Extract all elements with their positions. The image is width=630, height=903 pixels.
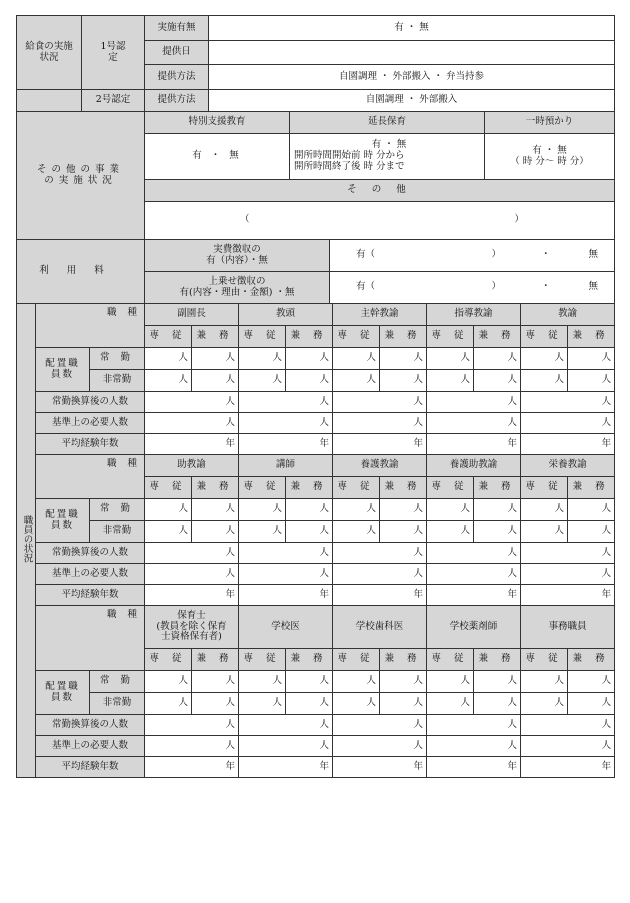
parttime-count[interactable]: 人 <box>192 693 239 715</box>
fulltime-count[interactable]: 人 <box>333 499 380 521</box>
fulltime-count[interactable]: 人 <box>192 499 239 521</box>
parttime-count[interactable]: 人 <box>239 370 286 392</box>
dedicated-header: 専 従 <box>333 649 380 671</box>
job-title: 指導教諭 <box>427 304 521 326</box>
job-title: 主幹教諭 <box>333 304 427 326</box>
required-value[interactable]: 人 <box>239 736 333 757</box>
special-needs-label: 特別支援教育 <box>145 112 290 134</box>
assignment-label: 配置職員数 <box>36 348 90 392</box>
job-title: 事務職員 <box>521 606 615 649</box>
days-label: 提供日 <box>145 41 209 65</box>
parttime-count[interactable]: 人 <box>145 521 192 543</box>
fulltime-count[interactable]: 人 <box>568 499 615 521</box>
fulltime-count[interactable]: 人 <box>474 348 521 370</box>
job-title: 学校薬剤師 <box>427 606 521 649</box>
experience-label: 平均経験年数 <box>36 757 145 778</box>
experience-value[interactable]: 年 <box>521 757 615 778</box>
type2-label: 2号認定 <box>82 90 145 112</box>
fte-value[interactable]: 人 <box>333 715 427 736</box>
experience-value[interactable]: 年 <box>427 434 521 455</box>
fte-value[interactable]: 人 <box>521 392 615 413</box>
required-label: 基準上の必要人数 <box>36 413 145 434</box>
fulltime-count[interactable]: 人 <box>474 499 521 521</box>
concurrent-header: 兼 務 <box>286 326 333 348</box>
parttime-count[interactable]: 人 <box>145 693 192 715</box>
job-title: 養護助教諭 <box>427 455 521 477</box>
others-value[interactable] <box>145 202 615 240</box>
fte-value[interactable]: 人 <box>333 392 427 413</box>
concurrent-header: 兼 務 <box>380 477 427 499</box>
job-title: 助教諭 <box>145 455 239 477</box>
temp-line2: （ 時 分〜 時 分） <box>510 155 589 167</box>
hoikushi-line: (教員を除く保育 <box>156 620 227 632</box>
parttime-count[interactable]: 人 <box>333 370 380 392</box>
fte-value[interactable]: 人 <box>145 543 239 564</box>
required-value[interactable]: 人 <box>239 564 333 585</box>
required-value[interactable]: 人 <box>333 413 427 434</box>
method1-label: 提供方法 <box>145 65 209 90</box>
assignment-label: 配置職員数 <box>36 671 90 715</box>
fulltime-count[interactable]: 人 <box>568 671 615 693</box>
extra-fee-line1: 上乗せ徴収の <box>208 275 266 287</box>
parttime-label: 非常勤 <box>90 521 145 543</box>
fte-value[interactable]: 人 <box>333 543 427 564</box>
fte-label: 常勤換算後の人数 <box>36 392 145 413</box>
dedicated-header: 専 従 <box>521 326 568 348</box>
fees-table <box>16 239 615 304</box>
dedicated-header: 専 従 <box>427 326 474 348</box>
required-value[interactable]: 人 <box>333 736 427 757</box>
concurrent-header: 兼 務 <box>192 477 239 499</box>
fte-label: 常勤換算後の人数 <box>36 543 145 564</box>
fulltime-count[interactable]: 人 <box>568 348 615 370</box>
parttime-count[interactable]: 人 <box>521 521 568 543</box>
ext-line3: 開所時間終了後 時 分まで <box>294 160 405 172</box>
fulltime-count[interactable]: 人 <box>333 671 380 693</box>
experience-value[interactable]: 年 <box>333 434 427 455</box>
form-sheet <box>16 15 615 778</box>
hoikushi-line: 保育士 <box>177 609 206 621</box>
parttime-count[interactable]: 人 <box>521 370 568 392</box>
assignment-label: 配置職員数 <box>36 499 90 543</box>
dedicated-header: 専 従 <box>239 326 286 348</box>
experience-label: 平均経験年数 <box>36 585 145 606</box>
required-value[interactable]: 人 <box>427 413 521 434</box>
hoikushi-line: 士資格保有者) <box>161 631 222 643</box>
required-value[interactable]: 人 <box>145 413 239 434</box>
ext-line2: 開所時間開始前 時 分から <box>294 150 405 162</box>
meal-table <box>16 15 615 112</box>
temporary-care-label: 一時預かり <box>485 112 615 134</box>
fulltime-count[interactable]: 人 <box>521 499 568 521</box>
method1-value[interactable]: 自園調理 ・ 外部搬入 ・ 弁当持参 <box>209 65 615 90</box>
job-hoikushi <box>145 606 239 649</box>
fulltime-count[interactable]: 人 <box>145 499 192 521</box>
parttime-count[interactable]: 人 <box>427 370 474 392</box>
fulltime-count[interactable]: 人 <box>427 499 474 521</box>
dedicated-header: 専 従 <box>333 326 380 348</box>
concurrent-header: 兼 務 <box>286 649 333 671</box>
dedicated-header: 専 従 <box>427 477 474 499</box>
extra-fee-dot: ・ <box>540 281 551 293</box>
job-type-label: 職 種 <box>36 455 145 499</box>
parttime-count[interactable]: 人 <box>474 521 521 543</box>
impl-value[interactable]: 有 ・ 無 <box>209 16 615 41</box>
parttime-count[interactable]: 人 <box>333 693 380 715</box>
parttime-count[interactable]: 人 <box>380 521 427 543</box>
fte-value[interactable]: 人 <box>521 543 615 564</box>
dedicated-header: 専 従 <box>333 477 380 499</box>
extended-care-label: 延長保育 <box>290 112 485 134</box>
dedicated-header: 専 従 <box>145 326 192 348</box>
actual-fee-yes: 有（ <box>356 249 376 261</box>
fte-value[interactable]: 人 <box>239 392 333 413</box>
job-title: 教頭 <box>239 304 333 326</box>
fulltime-count[interactable]: 人 <box>380 499 427 521</box>
staff-section-label <box>17 304 36 778</box>
actual-fee-label <box>145 240 330 272</box>
parttime-count[interactable]: 人 <box>333 521 380 543</box>
actual-fee-no: 無 <box>588 249 598 261</box>
experience-value[interactable]: 年 <box>427 757 521 778</box>
fulltime-count[interactable]: 人 <box>239 671 286 693</box>
fulltime-count[interactable]: 人 <box>333 348 380 370</box>
dedicated-header: 専 従 <box>145 477 192 499</box>
required-label: 基準上の必要人数 <box>36 564 145 585</box>
parttime-count[interactable]: 人 <box>145 370 192 392</box>
fulltime-count[interactable]: 人 <box>380 348 427 370</box>
experience-label: 平均経験年数 <box>36 434 145 455</box>
type1-label: 1号認定 <box>82 16 145 90</box>
fulltime-count[interactable]: 人 <box>521 671 568 693</box>
fulltime-count[interactable]: 人 <box>474 671 521 693</box>
parttime-count[interactable]: 人 <box>474 370 521 392</box>
other-programs-table <box>16 111 615 240</box>
job-type-label: 職 種 <box>36 606 145 671</box>
concurrent-header: 兼 務 <box>192 649 239 671</box>
job-title: 教諭 <box>521 304 615 326</box>
experience-value[interactable]: 年 <box>521 585 615 606</box>
concurrent-header: 兼 務 <box>474 477 521 499</box>
parttime-label: 非常勤 <box>90 370 145 392</box>
parttime-count[interactable]: 人 <box>427 521 474 543</box>
fulltime-count[interactable]: 人 <box>286 348 333 370</box>
others-label: そ の 他 <box>145 180 615 202</box>
concurrent-header: 兼 務 <box>380 326 427 348</box>
temporary-care-value[interactable] <box>485 134 615 180</box>
parttime-count[interactable]: 人 <box>192 521 239 543</box>
fulltime-count[interactable]: 人 <box>521 348 568 370</box>
parttime-count[interactable]: 人 <box>380 370 427 392</box>
fulltime-count[interactable]: 人 <box>427 671 474 693</box>
ext-line1: 有 ・ 無 <box>371 139 407 151</box>
experience-value[interactable]: 年 <box>145 434 239 455</box>
extended-care-value[interactable] <box>290 134 485 180</box>
fulltime-count[interactable]: 人 <box>286 671 333 693</box>
dedicated-header: 専 従 <box>521 477 568 499</box>
meal-blank <box>17 90 82 112</box>
fte-value[interactable]: 人 <box>427 392 521 413</box>
dedicated-header: 専 従 <box>145 649 192 671</box>
paren-close: ） <box>514 214 524 226</box>
fte-label: 常勤換算後の人数 <box>36 715 145 736</box>
fulltime-count[interactable]: 人 <box>192 671 239 693</box>
temp-line1: 有 ・ 無 <box>532 144 567 156</box>
extra-fee-no: 無 <box>588 281 598 293</box>
concurrent-header: 兼 務 <box>286 477 333 499</box>
experience-value[interactable]: 年 <box>145 757 239 778</box>
actual-fee-paren: ） <box>491 249 501 261</box>
fulltime-label: 常 勤 <box>90 348 145 370</box>
fte-value[interactable]: 人 <box>145 715 239 736</box>
extra-fee-line2: 有(内容・理由・金額) ・無 <box>179 286 295 298</box>
required-value[interactable]: 人 <box>521 564 615 585</box>
parttime-count[interactable]: 人 <box>239 521 286 543</box>
parttime-count[interactable]: 人 <box>568 370 615 392</box>
concurrent-header: 兼 務 <box>380 649 427 671</box>
fte-value[interactable]: 人 <box>427 543 521 564</box>
parttime-count[interactable]: 人 <box>427 693 474 715</box>
parttime-count[interactable]: 人 <box>192 370 239 392</box>
experience-value[interactable]: 年 <box>239 434 333 455</box>
fulltime-label: 常 勤 <box>90 671 145 693</box>
experience-value[interactable]: 年 <box>427 585 521 606</box>
fulltime-count[interactable]: 人 <box>286 499 333 521</box>
staff-table <box>16 303 615 778</box>
fulltime-count[interactable]: 人 <box>380 671 427 693</box>
required-label: 基準上の必要人数 <box>36 736 145 757</box>
dedicated-header: 専 従 <box>427 649 474 671</box>
experience-value[interactable]: 年 <box>521 434 615 455</box>
staff-section-text: 職員の状況 <box>21 514 33 563</box>
fte-value[interactable]: 人 <box>427 715 521 736</box>
parttime-count[interactable]: 人 <box>568 521 615 543</box>
experience-value[interactable]: 年 <box>239 585 333 606</box>
parttime-count[interactable]: 人 <box>286 693 333 715</box>
fulltime-count[interactable]: 人 <box>192 348 239 370</box>
dedicated-header: 専 従 <box>521 649 568 671</box>
required-value[interactable]: 人 <box>333 564 427 585</box>
experience-value[interactable]: 年 <box>333 585 427 606</box>
concurrent-header: 兼 務 <box>568 326 615 348</box>
days-value[interactable] <box>209 41 615 65</box>
other-title: その他の事業の実施状況 <box>17 112 145 240</box>
fulltime-label: 常 勤 <box>90 499 145 521</box>
concurrent-header: 兼 務 <box>568 477 615 499</box>
extra-fee-value[interactable] <box>330 272 615 304</box>
fulltime-count[interactable]: 人 <box>239 499 286 521</box>
extra-fee-yes: 有（ <box>356 281 376 293</box>
actual-fee-line1: 実費徴収の <box>213 243 261 255</box>
dedicated-header: 専 従 <box>239 649 286 671</box>
fulltime-count[interactable]: 人 <box>145 348 192 370</box>
fulltime-count[interactable]: 人 <box>239 348 286 370</box>
fte-value[interactable]: 人 <box>239 715 333 736</box>
experience-value[interactable]: 年 <box>333 757 427 778</box>
parttime-label: 非常勤 <box>90 693 145 715</box>
job-title: 副園長 <box>145 304 239 326</box>
actual-fee-line2: 有（内容）・無 <box>206 254 268 266</box>
job-type-label: 職 種 <box>36 304 145 348</box>
experience-value[interactable]: 年 <box>145 585 239 606</box>
dedicated-header: 専 従 <box>239 477 286 499</box>
fulltime-count[interactable]: 人 <box>427 348 474 370</box>
parttime-count[interactable]: 人 <box>474 693 521 715</box>
parttime-count[interactable]: 人 <box>286 521 333 543</box>
required-value[interactable]: 人 <box>427 564 521 585</box>
parttime-count[interactable]: 人 <box>239 693 286 715</box>
job-title: 学校医 <box>239 606 333 649</box>
paren-open: （ <box>240 214 250 226</box>
required-value[interactable]: 人 <box>145 564 239 585</box>
required-value[interactable]: 人 <box>521 736 615 757</box>
method2-label: 提供方法 <box>145 90 209 112</box>
meal-title: 給食の実施状況 <box>17 16 82 90</box>
actual-fee-dot: ・ <box>540 249 551 261</box>
fte-value[interactable]: 人 <box>145 392 239 413</box>
extra-fee-label <box>145 272 330 304</box>
parttime-count[interactable]: 人 <box>380 693 427 715</box>
impl-label: 実施有無 <box>145 16 209 41</box>
parttime-count[interactable]: 人 <box>568 693 615 715</box>
fees-title: 利用料 <box>17 240 145 304</box>
experience-value[interactable]: 年 <box>239 757 333 778</box>
required-value[interactable]: 人 <box>239 413 333 434</box>
parttime-count[interactable]: 人 <box>286 370 333 392</box>
concurrent-header: 兼 務 <box>192 326 239 348</box>
method2-value[interactable]: 自園調理 ・ 外部搬入 <box>209 90 615 112</box>
parttime-count[interactable]: 人 <box>521 693 568 715</box>
fte-value[interactable]: 人 <box>239 543 333 564</box>
extra-fee-paren: ） <box>491 281 501 293</box>
required-value[interactable]: 人 <box>145 736 239 757</box>
concurrent-header: 兼 務 <box>474 649 521 671</box>
job-title: 栄養教諭 <box>521 455 615 477</box>
concurrent-header: 兼 務 <box>474 326 521 348</box>
job-title: 養護教諭 <box>333 455 427 477</box>
fulltime-count[interactable]: 人 <box>145 671 192 693</box>
special-needs-value[interactable]: 有 ・ 無 <box>145 134 290 180</box>
job-title: 講師 <box>239 455 333 477</box>
concurrent-header: 兼 務 <box>568 649 615 671</box>
fte-value[interactable]: 人 <box>521 715 615 736</box>
actual-fee-value[interactable] <box>330 240 615 272</box>
required-value[interactable]: 人 <box>427 736 521 757</box>
job-title: 学校歯科医 <box>333 606 427 649</box>
required-value[interactable]: 人 <box>521 413 615 434</box>
